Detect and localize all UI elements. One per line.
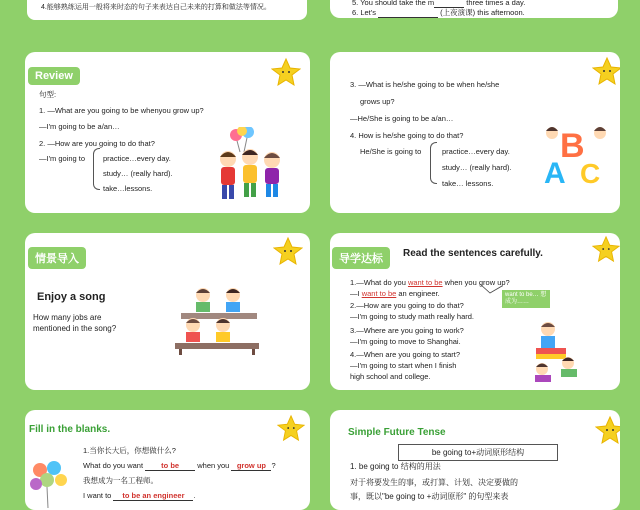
- review-q3b: grows up?: [360, 97, 395, 106]
- fill-l2a: What do you want: [83, 461, 144, 470]
- intro-badge: 情景导入: [28, 247, 86, 269]
- fill-l4a: I want to: [83, 491, 112, 500]
- fill-line-2: [83, 461, 276, 471]
- star-icon: [595, 415, 620, 445]
- card-guide: [330, 233, 620, 390]
- guide-line-9: high school and college.: [350, 372, 431, 381]
- balloons-illustration: [30, 460, 70, 510]
- svg-text:A: A: [544, 157, 566, 187]
- card-intro: [25, 233, 310, 390]
- star-icon: [592, 56, 620, 86]
- guide-line-8: —I'm going to start when I finish: [350, 361, 457, 370]
- guide-l1a: 1.—What do you: [350, 278, 406, 287]
- review-q2: 2. —How are you going to do that?: [39, 139, 155, 148]
- card-fill-blanks: [25, 410, 310, 510]
- objective-line: 4.能够熟练运用一般将来时态的句子来表达自己未来的打算和做法等情况。: [41, 4, 271, 11]
- review-a2-prefix: —I'm going to: [39, 154, 86, 163]
- fill-title: Fill in the blanks.: [29, 424, 111, 435]
- star-icon: [271, 57, 301, 87]
- card-exercises-top: [330, 0, 618, 18]
- guide-heading: Read the sentences carefully.: [403, 248, 543, 259]
- guide-l2a: —I: [350, 289, 360, 298]
- review-a4-opt1: practice…every day.: [442, 147, 510, 156]
- svg-text:B: B: [560, 127, 585, 165]
- fill-answer-1: to be: [145, 461, 195, 471]
- future-line-3: 事，既以"be going to +动词原形" 的句型来表: [350, 492, 509, 501]
- future-line-1: 1. be going to 结构的用法: [350, 462, 441, 471]
- guide-line-5: 3.—Where are you going to work?: [350, 326, 464, 335]
- card-objectives: [25, 0, 309, 22]
- review-a4-opt2: study… (really hard).: [442, 163, 512, 172]
- classroom-illustration: [173, 285, 261, 355]
- guide-line-7: 4.—When are you going to start?: [350, 350, 461, 359]
- future-box: be going to+动词原形结构: [398, 444, 558, 461]
- review-a1: —I'm going to be a/an…: [39, 122, 120, 131]
- future-title: Simple Future Tense: [348, 427, 446, 438]
- intro-title: Enjoy a song: [37, 291, 106, 303]
- star-icon: [592, 235, 620, 263]
- review-q3: 3. —What is he/she going to be when he/she: [350, 80, 500, 89]
- guide-l2-highlight: want to be: [361, 289, 397, 298]
- fill-answer-2: grow up: [231, 461, 271, 471]
- reading-kids-illustration: [530, 319, 585, 384]
- fill-line-1: 1.当你长大后，你想做什么?: [83, 446, 176, 455]
- review-a3: —He/She is going to be a/an…: [350, 114, 454, 123]
- exercise-6-prefix: 6. Let's: [352, 8, 376, 17]
- review-badge: Review: [28, 67, 80, 85]
- svg-text:C: C: [580, 158, 601, 187]
- fill-answer-3: to be an engineer: [113, 491, 193, 501]
- guide-l1b: when you grow up?: [444, 278, 510, 287]
- review-q4: 4. How is he/she going to do that?: [350, 131, 464, 140]
- card-review-2: [330, 52, 620, 213]
- connector-line: [480, 283, 502, 295]
- guide-line-4: —I'm going to study math really hard.: [350, 312, 474, 321]
- intro-question-1: How many jobs are: [33, 313, 102, 322]
- guide-line-6: —I'm going to move to Shanghai.: [350, 337, 461, 346]
- future-line-2: 对于将要发生的事，或打算、计划、决定要做的: [350, 478, 518, 487]
- blank: [378, 8, 438, 18]
- guide-line-3: 2.—How are you going to do that?: [350, 301, 464, 310]
- children-illustration: [210, 127, 290, 207]
- guide-l1-highlight: want to be: [407, 278, 443, 287]
- guide-l2b: an engineer.: [398, 289, 440, 298]
- brace: [430, 142, 437, 184]
- fill-l2c: ?: [271, 461, 276, 470]
- star-icon: [273, 236, 303, 266]
- intro-question-2: mentioned in the song?: [33, 324, 117, 333]
- exercise-line-6: [352, 8, 525, 18]
- review-a2-opt3: take…lessons.: [103, 184, 153, 193]
- review-a2-opt1: practice…every day.: [103, 154, 171, 163]
- fill-line-3: 我想成为一名工程师。: [83, 476, 158, 485]
- review-a4-prefix: He/She is going to: [360, 147, 422, 156]
- exercise-6-hint: (上夜演课) this afternoon.: [440, 8, 525, 17]
- brace: [93, 148, 100, 190]
- exercise-5-text: 5. You should take the m: [352, 0, 435, 7]
- review-label: 句型:: [39, 90, 57, 99]
- abc-illustration: [540, 117, 612, 187]
- fill-l4b: .: [193, 491, 196, 500]
- guide-badge: 导学达标: [332, 247, 390, 269]
- exercise-5-tail: three times a day.: [466, 0, 526, 7]
- review-a4-opt3: take… lessons.: [442, 179, 494, 188]
- review-q1: 1. —What are you going to be whenyou grow up?: [39, 106, 204, 115]
- fill-l2b: when you: [197, 461, 230, 470]
- card-review: [25, 52, 310, 213]
- star-icon: [277, 414, 305, 442]
- card-future-tense: [330, 410, 620, 510]
- review-a2-opt2: study… (really hard).: [103, 169, 173, 178]
- guide-tag: want to be… 想成为……: [502, 290, 550, 308]
- guide-line-2: [350, 289, 440, 298]
